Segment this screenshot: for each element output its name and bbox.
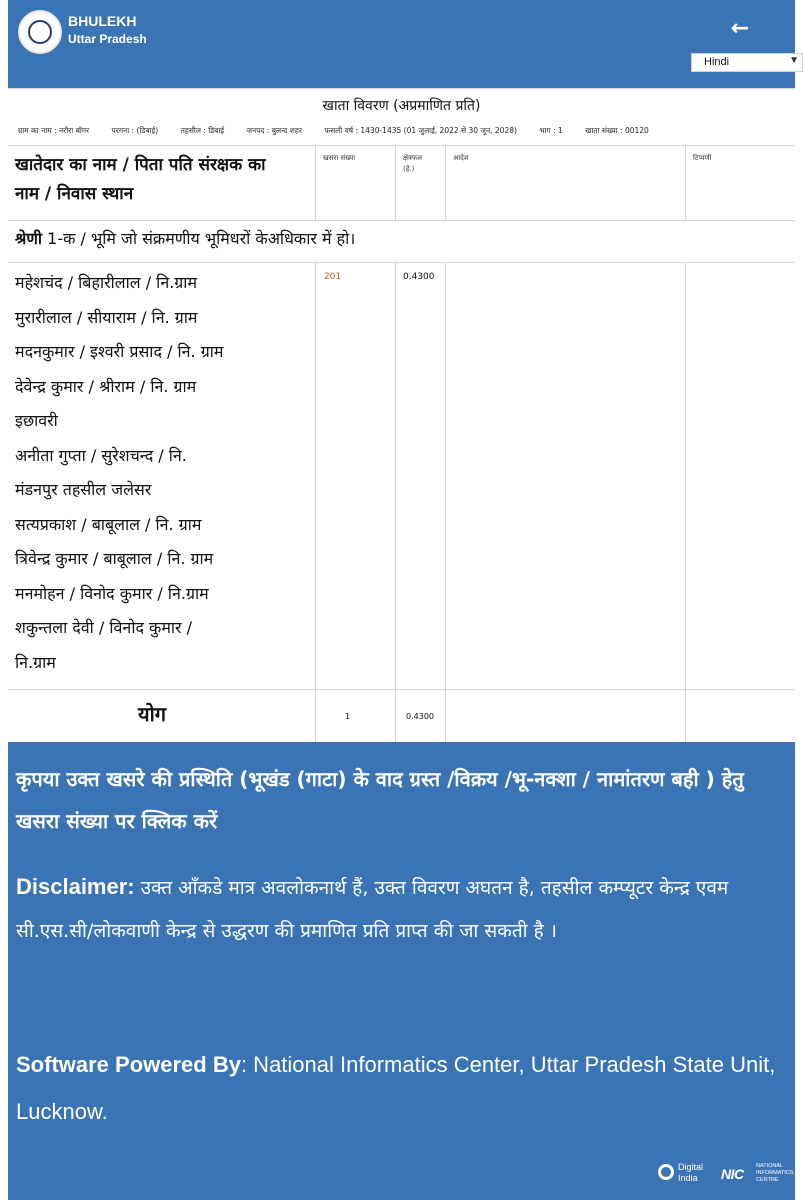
table-border [8,145,795,146]
category-text: 1-क / भूमि जो संक्रमणीय भूमिधरों केअधिकार में हो। [47,229,356,248]
table-border [8,262,795,263]
table-border [315,262,316,742]
owner-line: मुरारीलाल / सीयाराम / नि. ग्राम [15,307,198,327]
table-border [8,220,795,221]
column-header-owner: खातेदार का नाम / पिता पति संरक्षक का नाम / निवास स्थान [15,155,266,204]
nic-logo-icon: NIC [721,1166,744,1182]
total-label: योग [138,702,167,726]
owner-line: मंडनपुर तहसील जलेसर [15,480,152,499]
owner-list [15,266,310,680]
table-border [685,262,686,742]
up-govt-emblem-icon [18,10,62,54]
column-header-order: आदेश [453,154,469,162]
owner-line: अनीता गुप्ता / सुरेशचन्द / नि. [15,445,187,465]
table-border [8,689,795,690]
owner-line: शकुन्तला देवी / विनोद कुमार / [15,618,193,637]
disclaimer-label: Disclaimer: [16,874,135,899]
khata-details [8,88,795,742]
brand-title: BHULEKH [68,13,137,29]
meta-village: ग्राम का नाम : नरौरा बॉगर [18,126,90,135]
table-border [445,145,446,220]
meta-tehsil: तहसील : डिबाई [180,126,225,135]
powered-by-label: Software Powered By [16,1052,241,1077]
column-header-remark: टिप्पणी [693,154,712,162]
owner-line: नि.ग्राम [15,652,56,672]
powered-by [16,1041,791,1135]
owner-line: सत्यप्रकाश / बाबूलाल / नि. ग्राम [15,514,202,534]
table-border [8,88,795,89]
owner-line: त्रिवेन्द्र कुमार / बाबूलाल / नि. ग्राम [15,549,214,568]
owner-line: मनमोहन / विनोद कुमार / नि.ग्राम [15,583,209,603]
owner-line: महेशचंद / बिहारीलाल / नि.ग्राम [15,273,198,292]
category-row [15,227,355,249]
area-value: 0.4300 [403,272,435,282]
table-border [315,145,316,220]
language-select[interactable] [691,53,803,72]
owner-line: मदनकुमार / इश्वरी प्रसाद / नि. ग्राम [15,342,224,361]
disclaimer-text: उक्त आँकडे मात्र अवलोकनार्थ हैं, उक्त विवरण अघतन है, तहसील कम्प्यूटर केन्द्र एवम सी.एस.सी/लोकवाणी केन्द्र से उद्धरण की प्रमाणित प्रति प्राप्त की जा सकती है । [16,877,729,942]
document-title: खाता विवरण (अप्रमाणित प्रति) [322,98,481,114]
meta-khata-no: खाता संख्या : 00120 [585,126,649,135]
back-arrow-icon[interactable]: ← [730,16,750,41]
meta-district: जनपद : बुलन्द शहर [246,126,302,135]
disclaimer [16,865,791,953]
language-selected-value: Hindi [704,56,730,68]
owner-line: इछावरी [15,411,58,430]
khasra-click-notice: कृपया उक्त खसरे की प्रस्थिति (भूखंड (गाटा) के वाद ग्रस्त /विक्रय /भू-नक्शा / नामांतरण बही ) हेतु खसरा संख्या पर क्लिक करें [16,767,744,833]
column-header-khasra: खसरा संख्या [323,154,356,162]
table-border [685,145,686,220]
table-border [395,145,396,220]
footer-notice-panel [8,742,795,1200]
meta-part: भाग : 1 [539,126,563,135]
chevron-down-icon: ▼ [789,55,799,66]
total-area: 0.4300 [406,712,434,721]
khasra-number-link[interactable]: 201 [324,272,342,282]
meta-fasli-year: फसली वर्ष : 1430-1435 (01 जुलाई, 2022 से 30 जून, 2028) [324,126,517,135]
category-label: श्रेणी [15,229,43,248]
digital-india-text: Digital India [678,1162,704,1183]
brand-subtitle: Uttar Pradesh [68,32,147,46]
table-border [445,262,446,742]
footer-logos [648,1156,795,1196]
powered-by-text: : National Informatics Center, Uttar Pradesh State Unit, Lucknow. [16,1052,776,1124]
table-border [395,262,396,742]
meta-pargana: परगना : (डिबाई) [111,126,159,135]
owner-line: देवेन्द्र कुमार / श्रीराम / नि. ग्राम [15,376,197,396]
column-header-area: क्षेत्रफल (हे.) [403,154,423,173]
digital-india-logo-icon [658,1164,674,1180]
app-header [8,0,799,88]
total-count: 1 [345,712,351,721]
nic-text: NATIONAL INFORMATICS CENTRE [756,1163,794,1183]
meta-row [18,126,795,136]
